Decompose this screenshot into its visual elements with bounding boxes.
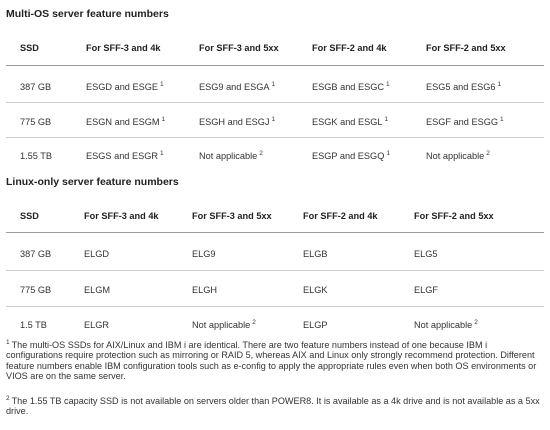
multi-os-header-sff3-4k: For SFF-3 and 4k <box>86 43 161 53</box>
footnote-ref: 1 <box>384 115 389 123</box>
footnote-ref: 2 <box>252 318 256 326</box>
multi-os-cell-sff2-4k: ESGP and ESGQ $^1$ <box>312 149 390 161</box>
footnote-ref: 1 <box>497 80 502 88</box>
footnote-ref: 1 <box>271 115 276 123</box>
multi-os-cell-sff3-5xx: Not applicable $^2$ <box>199 149 263 161</box>
multi-os-cell-sff2-4k: ESGK and ESGL $^1$ <box>312 115 389 127</box>
linux-only-cell-sff3-4k: ELGM <box>84 285 111 295</box>
linux-only-cell-sff2-4k: ELGK <box>303 285 328 295</box>
footnote-1 <box>6 340 546 382</box>
linux-only-cell-sff2-5xx: Not applicable $^2$ <box>414 318 478 330</box>
multi-os-header-sff2-4k: For SFF-2 and 4k <box>312 43 387 53</box>
footnote-text: The multi-OS SSDs for AIX/Linux and IBM i are identical. There are two feature numbers instead of one because IBM i configurations require protection such as mirroring or RAID 5, whereas AIX and Linux only strongly recommend protection. Different feature numbers enable IBM configuration tools such as e-config to apply the appropriate rules even when both OS environments or VIOS are on the same server. <box>6 340 537 382</box>
multi-os-cell-sff2-4k: ESGB and ESGC $^1$ <box>312 80 390 92</box>
linux-only-cell-sff3-4k: ELGR <box>84 320 110 330</box>
linux-only-header-sff2-4k: For SFF-2 and 4k <box>303 211 378 221</box>
multi-os-title: Multi-OS server feature numbers <box>6 8 169 20</box>
multi-os-header-sff3-5xx: For SFF-3 and 5xx <box>199 43 279 53</box>
row-divider <box>6 137 544 138</box>
multi-os-header-ssd: SSD <box>20 43 39 53</box>
footnote-ref: 2 <box>259 149 263 157</box>
linux-only-cell-sff2-4k: ELGP <box>303 320 328 330</box>
row-divider <box>6 306 544 307</box>
multi-os-cell-ssd: 775 GB <box>20 117 52 127</box>
footnote-text: The 1.55 TB capacity SSD is not available on servers older than POWER8. It is available as a 4k drive and is not available as a 5xx drive. <box>6 396 540 417</box>
linux-only-cell-sff3-4k: ELGD <box>84 249 110 259</box>
linux-only-header-divider <box>6 232 544 233</box>
row-divider <box>6 102 544 103</box>
linux-only-cell-ssd: 387 GB <box>20 249 52 259</box>
multi-os-cell-sff2-5xx: Not applicable $^2$ <box>426 149 490 161</box>
linux-only-cell-sff2-5xx: ELGF <box>414 285 438 295</box>
linux-only-cell-sff2-4k: ELGB <box>303 249 328 259</box>
multi-os-cell-ssd: 387 GB <box>20 82 52 92</box>
linux-only-header-sff3-5xx: For SFF-3 and 5xx <box>192 211 272 221</box>
linux-only-title: Linux-only server feature numbers <box>6 176 179 188</box>
multi-os-header-sff2-5xx: For SFF-2 and 5xx <box>426 43 506 53</box>
multi-os-cell-sff3-5xx: ESG9 and ESGA $^1$ <box>199 80 276 92</box>
footnote-ref: 1 <box>386 80 390 88</box>
multi-os-header-divider <box>6 65 544 66</box>
linux-only-cell-sff3-5xx: ELGH <box>192 285 218 295</box>
multi-os-cell-sff3-5xx: ESGH and ESGJ $^1$ <box>199 115 276 127</box>
multi-os-cell-sff2-5xx: ESGF and ESGG $^1$ <box>426 115 504 127</box>
footnote-2 <box>6 396 546 417</box>
linux-only-header-sff3-4k: For SFF-3 and 4k <box>84 211 159 221</box>
linux-only-cell-sff3-5xx: ELG9 <box>192 249 216 259</box>
footnote-ref: 1 <box>161 115 166 123</box>
footnote-marker: 1 <box>6 338 10 346</box>
multi-os-cell-sff3-4k: ESGS and ESGR $^1$ <box>86 149 164 161</box>
footnote-ref: 1 <box>160 149 164 157</box>
footnote-ref: 1 <box>500 115 504 123</box>
multi-os-cell-sff3-4k: ESGN and ESGM $^1$ <box>86 115 166 127</box>
row-divider <box>6 270 544 271</box>
linux-only-cell-ssd: 775 GB <box>20 285 52 295</box>
footnote-ref: 2 <box>486 149 490 157</box>
linux-only-cell-ssd: 1.5 TB <box>20 320 47 330</box>
footnote-ref: 2 <box>474 318 478 326</box>
multi-os-cell-ssd: 1.55 TB <box>20 151 53 161</box>
footnote-ref: 1 <box>160 80 164 88</box>
linux-only-header-sff2-5xx: For SFF-2 and 5xx <box>414 211 494 221</box>
footnote-marker: 2 <box>6 394 10 402</box>
linux-only-cell-sff2-5xx: ELG5 <box>414 249 438 259</box>
footnote-ref: 1 <box>271 80 276 88</box>
linux-only-header-ssd: SSD <box>20 211 39 221</box>
multi-os-cell-sff3-4k: ESGD and ESGE $^1$ <box>86 80 164 92</box>
multi-os-cell-sff2-5xx: ESG5 and ESG6 $^1$ <box>426 80 502 92</box>
linux-only-cell-sff3-5xx: Not applicable $^2$ <box>192 318 256 330</box>
footnote-ref: 1 <box>386 149 390 157</box>
